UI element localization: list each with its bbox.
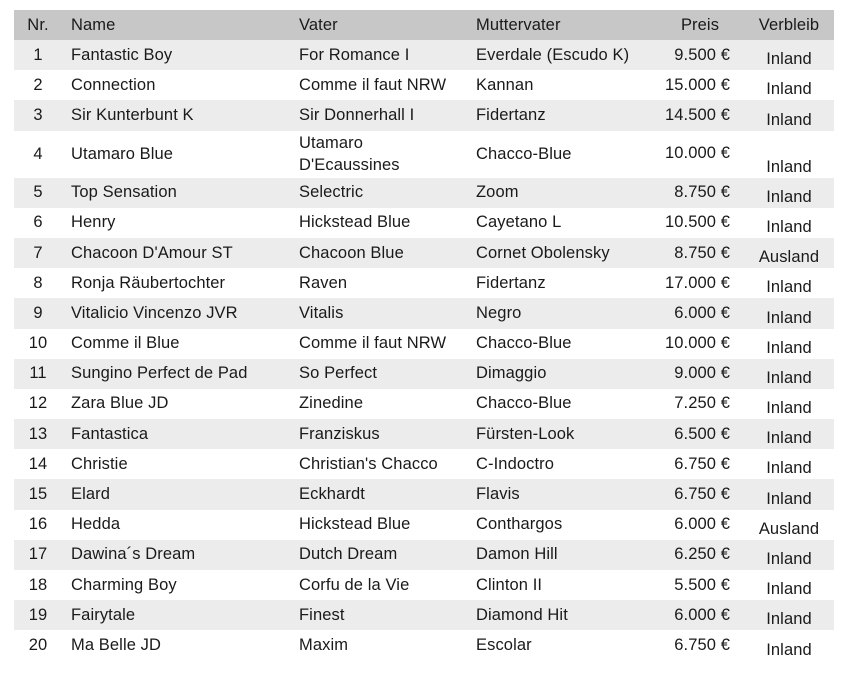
table-row <box>14 40 834 70</box>
cell-name: Zara Blue JD <box>71 394 169 413</box>
cell-vater: Comme il faut NRW <box>299 75 447 94</box>
cell-preis: 9.500 € <box>674 45 730 64</box>
cell-muttervater: Negro <box>476 303 522 322</box>
cell-name: Vitalicio Vincenzo JVR <box>71 303 238 322</box>
cell-vater: Eckhardt <box>299 485 365 504</box>
cell-muttervater: Conthargos <box>476 515 563 534</box>
cell-name: Fairytale <box>71 605 136 624</box>
table-row <box>14 359 834 389</box>
cell-verbleib: Ausland <box>758 519 820 538</box>
cell-muttervater: Zoom <box>476 183 519 202</box>
cell-nr: 18 <box>28 575 48 594</box>
cell-name: Sungino Perfect de Pad <box>71 364 248 383</box>
cell-verbleib: Inland <box>766 368 812 387</box>
cell-vater: Chacoon Blue <box>299 243 404 262</box>
cell-muttervater: Dimaggio <box>476 364 547 383</box>
cell-muttervater: Fidertanz <box>476 273 546 292</box>
cell-preis: 17.000 € <box>664 273 730 292</box>
cell-nr: 14 <box>28 454 48 473</box>
table-row <box>14 298 834 328</box>
cell-preis: 9.000 € <box>674 364 730 383</box>
cell-verbleib: Inland <box>766 550 812 568</box>
table-header-row <box>14 10 834 40</box>
cell-muttervater: Damon Hill <box>476 545 558 564</box>
cell-nr: 1 <box>33 45 43 64</box>
column-header-nr: Nr. <box>27 15 49 34</box>
cell-nr: 20 <box>28 635 48 654</box>
cell-vater: Christian's Chacco <box>299 454 438 473</box>
cell-preis: 14.500 € <box>664 105 730 124</box>
column-header-vater: Vater <box>299 15 338 34</box>
cell-preis: 6.000 € <box>674 515 730 534</box>
cell-vater: For Romance I <box>299 45 410 64</box>
table-row <box>14 630 834 660</box>
column-header-verbleib: Verbleib <box>758 15 820 34</box>
cell-muttervater: Chacco-Blue <box>476 394 572 413</box>
cell-muttervater: C-Indoctro <box>476 454 555 473</box>
cell-preis: 6.750 € <box>674 454 730 473</box>
table-row <box>14 449 834 479</box>
cell-vater: So Perfect <box>299 364 378 383</box>
cell-name: Utamaro Blue <box>71 144 174 163</box>
cell-vater: Maxim <box>299 635 349 654</box>
cell-preis: 6.250 € <box>674 545 730 564</box>
cell-preis: 10.000 € <box>664 143 730 162</box>
cell-verbleib: Inland <box>766 610 812 629</box>
cell-nr: 10 <box>28 334 48 353</box>
cell-verbleib: Inland <box>766 640 812 659</box>
table-row <box>14 329 834 359</box>
cell-muttervater: Flavis <box>476 485 520 504</box>
cell-nr: 8 <box>33 273 43 292</box>
cell-preis: 10.000 € <box>664 334 730 353</box>
cell-nr: 5 <box>33 183 43 202</box>
cell-muttervater: Chacco-Blue <box>476 334 572 353</box>
cell-nr: 19 <box>28 605 48 624</box>
cell-preis: 6.750 € <box>674 635 730 654</box>
cell-vater: Utamaro D'Ecaussines <box>299 134 400 175</box>
cell-nr: 15 <box>28 485 48 504</box>
cell-preis: 6.000 € <box>674 303 730 322</box>
cell-nr: 17 <box>28 545 48 564</box>
cell-vater: Zinedine <box>299 394 364 413</box>
cell-name: Ma Belle JD <box>71 635 162 654</box>
cell-preis: 6.500 € <box>674 424 730 443</box>
table-row <box>14 570 834 600</box>
column-header-name: Name <box>71 15 116 34</box>
table-row <box>14 510 834 540</box>
cell-verbleib: Inland <box>766 50 812 69</box>
table-row <box>14 600 834 630</box>
cell-muttervater: Cayetano L <box>476 213 562 232</box>
table-row <box>14 70 834 100</box>
cell-vater: Corfu de la Vie <box>299 575 410 594</box>
cell-preis: 8.750 € <box>674 243 730 262</box>
table-body <box>14 40 834 661</box>
cell-muttervater: Chacco-Blue <box>476 144 572 163</box>
cell-verbleib: Inland <box>766 308 812 327</box>
cell-vater: Franziskus <box>299 424 380 443</box>
cell-muttervater: Escolar <box>476 635 532 654</box>
table-row <box>14 268 834 298</box>
cell-nr: 16 <box>28 515 48 534</box>
cell-preis: 6.750 € <box>674 485 730 504</box>
cell-name: Elard <box>71 485 111 504</box>
cell-preis: 7.250 € <box>674 394 730 413</box>
cell-vater: Dutch Dream <box>299 545 398 564</box>
cell-verbleib: Inland <box>766 217 812 236</box>
cell-name: Sir Kunterbunt K <box>71 105 194 124</box>
cell-name: Chacoon D'Amour ST <box>71 243 233 262</box>
table-row <box>14 178 834 208</box>
cell-preis: 8.750 € <box>674 183 730 202</box>
cell-verbleib: Inland <box>766 187 812 206</box>
table-row <box>14 208 834 238</box>
cell-preis: 10.500 € <box>664 213 730 232</box>
cell-nr: 13 <box>28 424 48 443</box>
cell-verbleib: Inland <box>766 399 812 418</box>
table-row <box>14 419 834 449</box>
cell-vater: Selectric <box>299 183 364 202</box>
cell-nr: 4 <box>33 144 43 163</box>
cell-vater: Sir Donnerhall I <box>299 105 415 124</box>
table-row <box>14 479 834 509</box>
cell-muttervater: Fidertanz <box>476 105 546 124</box>
cell-name: Connection <box>71 75 156 94</box>
cell-verbleib: Inland <box>766 459 812 478</box>
cell-verbleib: Inland <box>766 429 812 448</box>
cell-preis: 6.000 € <box>674 605 730 624</box>
cell-muttervater: Everdale (Escudo K) <box>476 45 630 64</box>
cell-verbleib: Inland <box>766 278 812 297</box>
cell-verbleib: Inland <box>766 80 812 99</box>
column-header-preis: Preis <box>680 15 720 34</box>
cell-muttervater: Kannan <box>476 75 534 94</box>
table-row <box>14 238 834 268</box>
cell-preis: 5.500 € <box>674 575 730 594</box>
cell-verbleib: Inland <box>766 580 812 599</box>
cell-vater: Vitalis <box>299 303 344 322</box>
cell-name: Dawina´s Dream <box>71 545 196 564</box>
column-header-muttervater: Muttervater <box>476 15 561 34</box>
cell-muttervater: Clinton II <box>476 575 543 594</box>
cell-verbleib: Inland <box>766 157 812 176</box>
cell-name: Hedda <box>71 515 121 534</box>
cell-verbleib: Inland <box>766 110 812 129</box>
cell-vater: Finest <box>299 605 345 624</box>
cell-vater: Raven <box>299 273 348 292</box>
cell-name: Fantastic Boy <box>71 45 173 64</box>
cell-muttervater: Cornet Obolensky <box>476 243 610 262</box>
cell-name: Henry <box>71 213 116 232</box>
cell-name: Top Sensation <box>71 183 177 202</box>
cell-verbleib: Inland <box>766 489 812 508</box>
cell-name: Fantastica <box>71 424 149 443</box>
cell-nr: 6 <box>33 213 43 232</box>
cell-verbleib: Ausland <box>758 248 820 267</box>
cell-nr: 9 <box>33 303 43 322</box>
cell-preis: 15.000 € <box>664 75 730 94</box>
cell-verbleib: Inland <box>766 338 812 357</box>
table-row <box>14 540 834 570</box>
cell-muttervater: Diamond Hit <box>476 605 568 624</box>
cell-nr: 2 <box>33 75 43 94</box>
cell-name: Charming Boy <box>71 575 177 594</box>
cell-vater: Comme il faut NRW <box>299 334 447 353</box>
table-row <box>14 131 834 178</box>
table-row <box>14 389 834 419</box>
cell-vater: Hickstead Blue <box>299 213 411 232</box>
cell-name: Ronja Räubertochter <box>71 273 226 292</box>
cell-muttervater: Fürsten-Look <box>476 424 575 443</box>
cell-nr: 7 <box>33 243 43 262</box>
cell-nr: 12 <box>28 394 48 413</box>
cell-name: Christie <box>71 454 128 473</box>
cell-nr: 11 <box>29 364 47 383</box>
table-row <box>14 100 834 130</box>
auction-results-table <box>14 10 834 661</box>
cell-nr: 3 <box>33 105 43 124</box>
cell-name: Comme il Blue <box>71 334 180 353</box>
cell-vater: Hickstead Blue <box>299 515 411 534</box>
